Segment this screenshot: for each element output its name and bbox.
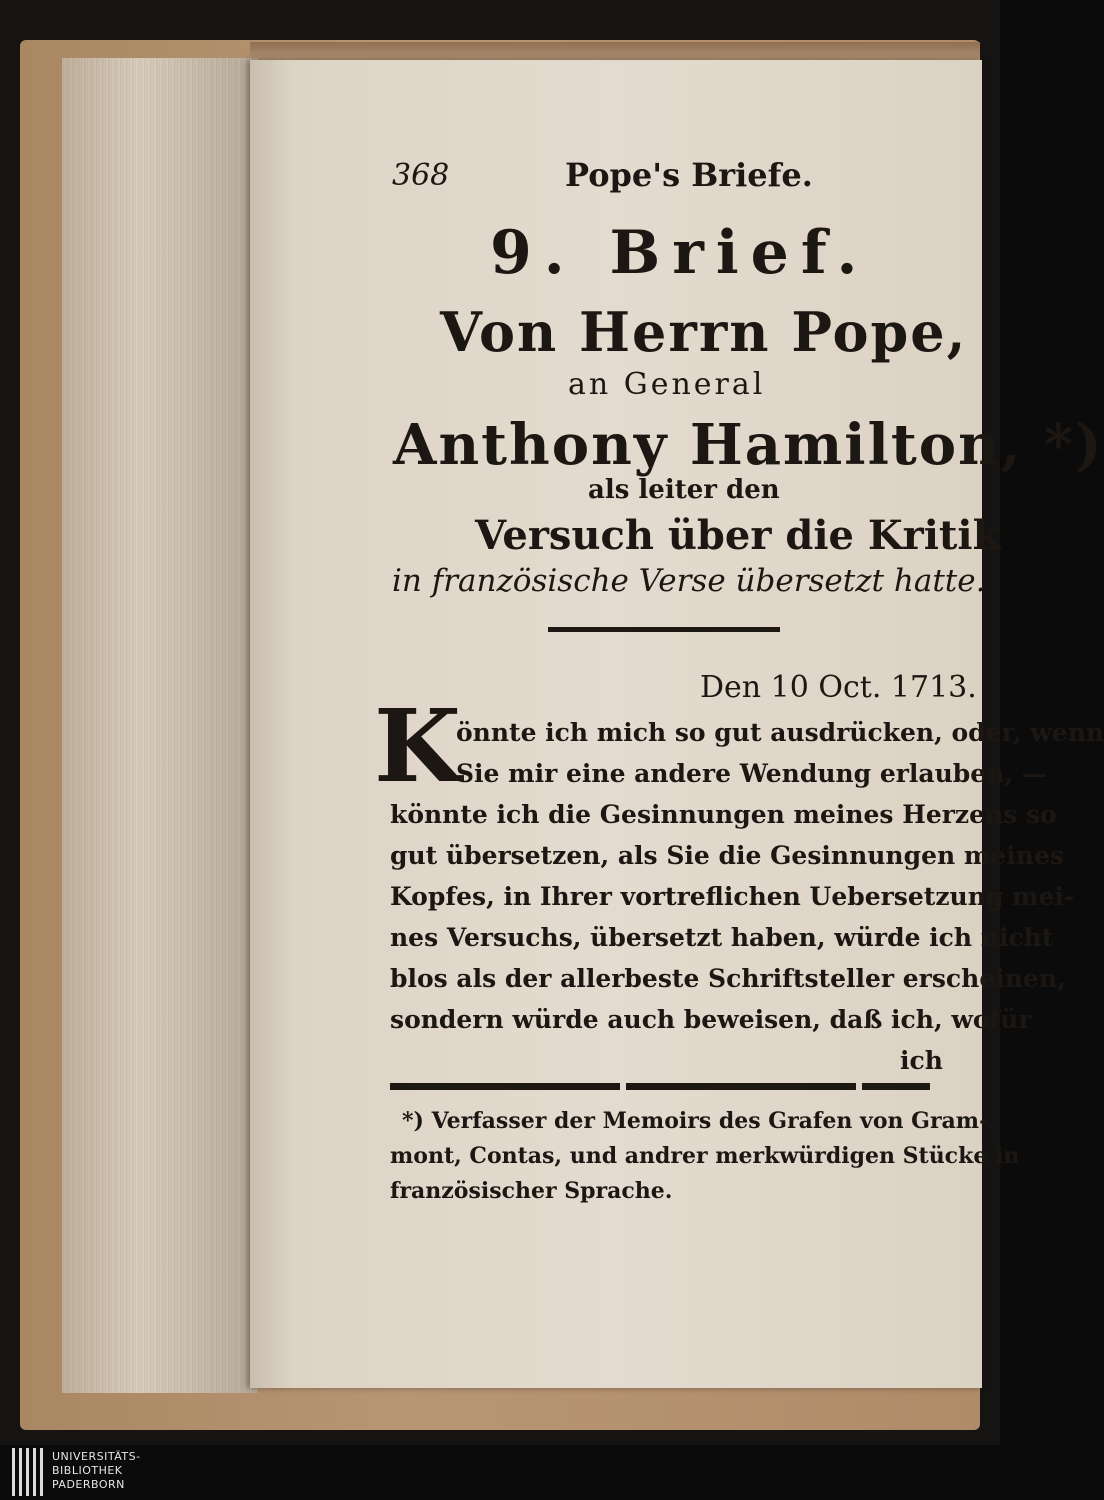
body-line: blos als der allerbeste Schriftsteller erscheinen, (390, 964, 1066, 993)
library-name-line: BIBLIOTHEK (52, 1464, 123, 1477)
page-stack-edge (62, 58, 258, 1393)
heading-work: Versuch über die Kritik (475, 512, 1001, 559)
letter-title: 9. Brief. (490, 218, 870, 288)
letter-date: Den 10 Oct. 1713. (700, 670, 977, 705)
heading-translated: in französische Verse übersetzt hatte. (392, 563, 986, 599)
footnote-line: französischer Sprache. (390, 1178, 673, 1204)
body-line: Sie mir eine andere Wendung erlauben, — (456, 759, 1047, 788)
body-line: sondern würde auch beweisen, daß ich, wofür (390, 1005, 1032, 1034)
body-line: önnte ich mich so gut ausdrücken, oder, wenn (456, 718, 1104, 747)
heading-from: Von Herrn Pope, (440, 300, 968, 364)
library-footer (0, 1445, 1000, 1500)
library-name (52, 1450, 141, 1492)
library-name-line: UNIVERSITÄTS- (52, 1450, 141, 1463)
library-logo-icon (10, 1448, 46, 1496)
footnote-line: *) Verfasser der Memoirs des Grafen von Gram- (402, 1108, 989, 1134)
body-line: nes Versuchs, übersetzt haben, würde ich nicht (390, 923, 1054, 952)
running-title: Pope's Briefe. (565, 156, 813, 194)
page-number: 368 (392, 158, 450, 193)
heading-as: als leiter den (588, 475, 780, 505)
drop-cap: K (374, 687, 461, 805)
heading-divider (548, 627, 780, 632)
footnote-divider (390, 1083, 930, 1090)
footnote-line: mont, Contas, und andrer merkwürdigen Stücke in (390, 1143, 1020, 1169)
library-name-line: PADERBORN (52, 1478, 125, 1491)
body-line: gut übersetzen, als Sie die Gesinnungen meines (390, 841, 1064, 870)
body-line: Kopfes, in Ihrer vortreflichen Uebersetzung mei- (390, 882, 1075, 911)
body-line: könnte ich die Gesinnungen meines Herzens so (390, 800, 1057, 829)
heading-recipient: Anthony Hamilton, *) (393, 412, 1104, 478)
catchword: ich (900, 1046, 943, 1075)
heading-to: an General (568, 367, 766, 402)
